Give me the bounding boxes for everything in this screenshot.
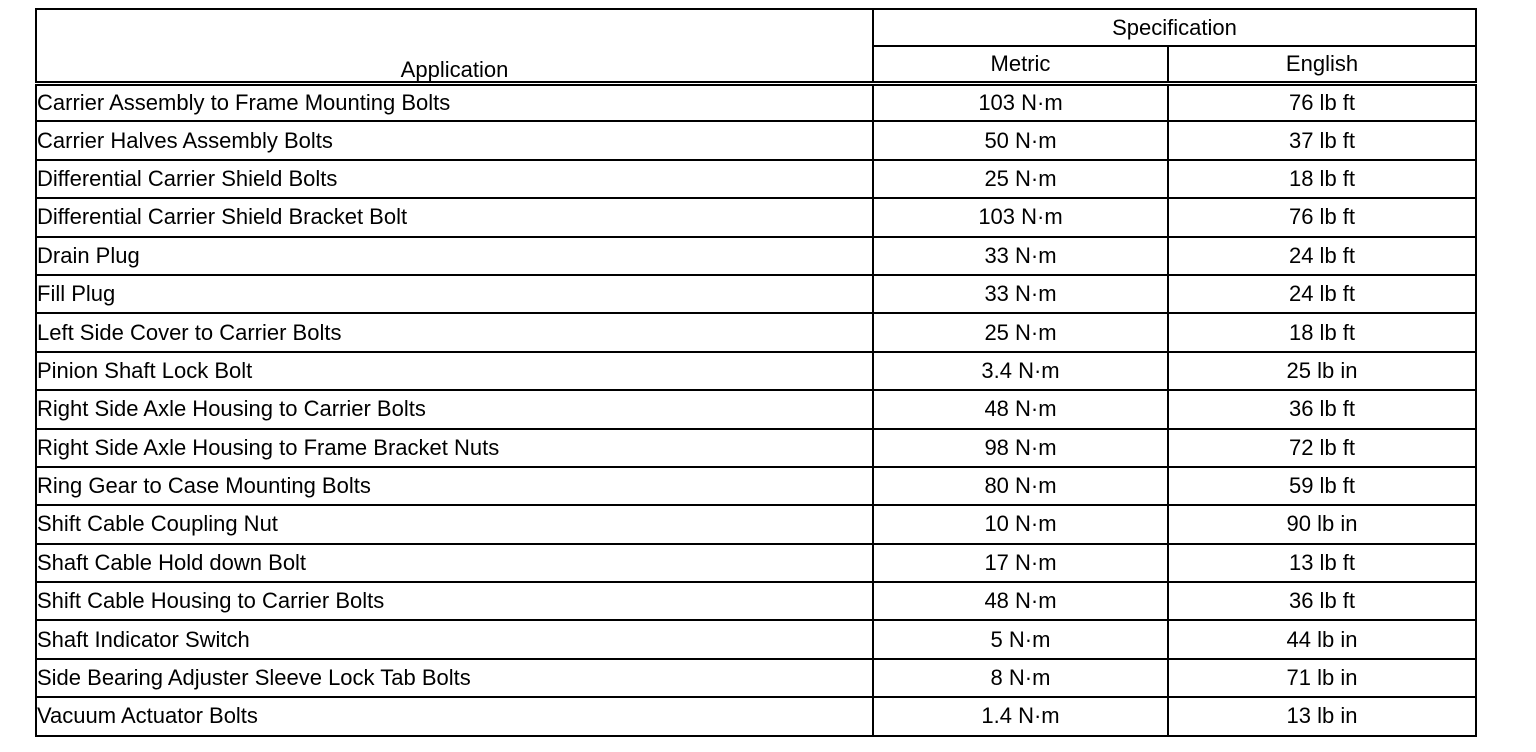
application-cell: Differential Carrier Shield Bolts: [36, 160, 873, 198]
english-cell: 76 lb ft: [1168, 198, 1476, 236]
application-cell: Carrier Halves Assembly Bolts: [36, 121, 873, 159]
table-row: [36, 275, 1476, 313]
table-row: [36, 313, 1476, 351]
table-row: [36, 429, 1476, 467]
metric-cell: 48 N·m: [873, 390, 1168, 428]
metric-cell: 3.4 N·m: [873, 352, 1168, 390]
application-cell: Pinion Shaft Lock Bolt: [36, 352, 873, 390]
table-row: [36, 697, 1476, 735]
english-cell: 90 lb in: [1168, 505, 1476, 543]
application-column-header: Application: [36, 9, 873, 83]
application-cell: Differential Carrier Shield Bracket Bolt: [36, 198, 873, 236]
table-row: [36, 390, 1476, 428]
specification-table: [35, 8, 1477, 737]
english-cell: 18 lb ft: [1168, 160, 1476, 198]
table-row: [36, 505, 1476, 543]
application-cell: Carrier Assembly to Frame Mounting Bolts: [36, 83, 873, 121]
metric-cell: 17 N·m: [873, 544, 1168, 582]
metric-column-header: Metric: [873, 46, 1168, 83]
table-row: [36, 582, 1476, 620]
table-row: [36, 237, 1476, 275]
english-cell: 36 lb ft: [1168, 390, 1476, 428]
table-row: [36, 83, 1476, 121]
table-row: [36, 198, 1476, 236]
metric-cell: 1.4 N·m: [873, 697, 1168, 735]
application-cell: Shaft Cable Hold down Bolt: [36, 544, 873, 582]
application-cell: Ring Gear to Case Mounting Bolts: [36, 467, 873, 505]
application-cell: Side Bearing Adjuster Sleeve Lock Tab Bolts: [36, 659, 873, 697]
metric-cell: 48 N·m: [873, 582, 1168, 620]
metric-cell: 80 N·m: [873, 467, 1168, 505]
english-cell: 37 lb ft: [1168, 121, 1476, 159]
metric-cell: 8 N·m: [873, 659, 1168, 697]
english-cell: 44 lb in: [1168, 620, 1476, 658]
metric-cell: 103 N·m: [873, 198, 1168, 236]
metric-cell: 103 N·m: [873, 83, 1168, 121]
metric-cell: 50 N·m: [873, 121, 1168, 159]
english-cell: 18 lb ft: [1168, 313, 1476, 351]
table-row: [36, 544, 1476, 582]
table-row: [36, 352, 1476, 390]
english-cell: 13 lb ft: [1168, 544, 1476, 582]
application-cell: Vacuum Actuator Bolts: [36, 697, 873, 735]
metric-cell: 25 N·m: [873, 313, 1168, 351]
english-cell: 36 lb ft: [1168, 582, 1476, 620]
application-cell: Shift Cable Housing to Carrier Bolts: [36, 582, 873, 620]
table-row: [36, 467, 1476, 505]
english-cell: 76 lb ft: [1168, 83, 1476, 121]
specification-header: Specification: [873, 9, 1476, 46]
english-column-header: English: [1168, 46, 1476, 83]
english-cell: 59 lb ft: [1168, 467, 1476, 505]
table-row: [36, 620, 1476, 658]
english-cell: 25 lb in: [1168, 352, 1476, 390]
english-cell: 72 lb ft: [1168, 429, 1476, 467]
application-cell: Right Side Axle Housing to Frame Bracket Nuts: [36, 429, 873, 467]
table-row: [36, 121, 1476, 159]
metric-cell: 33 N·m: [873, 237, 1168, 275]
english-cell: 13 lb in: [1168, 697, 1476, 735]
metric-cell: 10 N·m: [873, 505, 1168, 543]
metric-cell: 5 N·m: [873, 620, 1168, 658]
table-row: [36, 659, 1476, 697]
application-cell: Left Side Cover to Carrier Bolts: [36, 313, 873, 351]
application-cell: Shift Cable Coupling Nut: [36, 505, 873, 543]
english-cell: 71 lb in: [1168, 659, 1476, 697]
metric-cell: 25 N·m: [873, 160, 1168, 198]
english-cell: 24 lb ft: [1168, 275, 1476, 313]
application-cell: Right Side Axle Housing to Carrier Bolts: [36, 390, 873, 428]
application-cell: Shaft Indicator Switch: [36, 620, 873, 658]
metric-cell: 33 N·m: [873, 275, 1168, 313]
english-cell: 24 lb ft: [1168, 237, 1476, 275]
table-row: [36, 160, 1476, 198]
metric-cell: 98 N·m: [873, 429, 1168, 467]
application-cell: Fill Plug: [36, 275, 873, 313]
application-cell: Drain Plug: [36, 237, 873, 275]
